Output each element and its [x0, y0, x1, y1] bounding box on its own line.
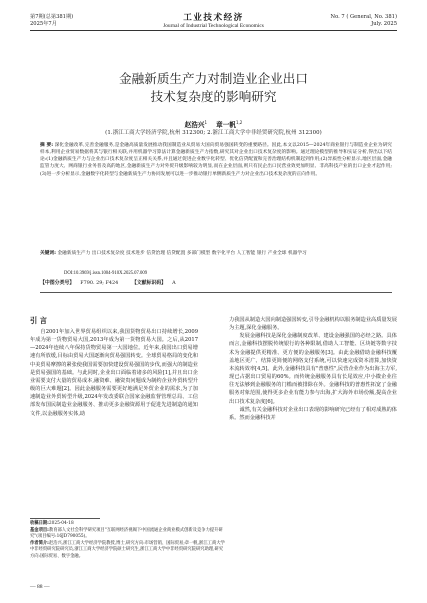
title-line-2: 技术复杂度的影响研究	[150, 89, 277, 104]
keywords	[40, 250, 392, 257]
clc-label: 【中图分类号】	[40, 280, 75, 286]
paragraph: 发展金融科技是深化金融制度改革、建设金融强国的必经之路。具体而言,金融科技摆脱传统银行的各种限制,借助人工智能、区块链等数字技术为金融提供更精准、更方便的金融服务[3]。由此金融借助金融科技覆盖地区更广、结算更简便的网络支付系统,可以快速完成资本清算,加快资本流转效率[4,5]。此外,金融科技具有"普惠性",民营企业作为出海主力军,现已占据出口贸易的60%。而传统金融服务具有长尾效应,中小微企业往往无法够到金融服务的门槛而被排除在外。金融科技的普惠性拓宽了金融服务对象范围,使得更多企业有能力参与出海,扩大海外市场份额,提高企业出口技术复杂度[6]。	[229, 333, 397, 405]
author-2-sup: 1,2	[235, 120, 243, 125]
section-heading: 引 言	[30, 316, 47, 325]
date-en: July. 2025	[371, 21, 397, 27]
title-line-1: 金融新质生产力对制造业企业出口	[119, 71, 308, 86]
doi: DOI:10.3969/j.issn.1004-910X.2025.07.009	[64, 271, 148, 276]
paragraph: 诚然,有关金融科技对企业出口表现的影响研究已经有了相对成熟的体系。然而金融科技并	[229, 406, 397, 421]
header-right	[331, 14, 397, 28]
journal-name-en: Journal of Industrial Technological Economics	[163, 23, 264, 29]
fund-text: 教育部人文社会科学研究项目"互联网经济视阈下中国流通企业商业模式创新及竞争力提升研究"(项目编号:16JD790055)。	[30, 527, 223, 540]
header-rule	[30, 30, 397, 31]
footnote-author	[30, 541, 226, 561]
affiliations: (1.浙江工商大学经济学院,杭州 312300; 2.浙江工商大学中非经贸研究院,杭州 312300)	[105, 130, 322, 136]
keywords-label: 关键词:	[40, 251, 56, 256]
doc-code-group	[132, 280, 182, 286]
author-2: 章一帆	[216, 121, 236, 129]
body-column-left	[30, 316, 198, 418]
doc-code-value: A	[172, 280, 176, 286]
footnote-rule	[30, 518, 100, 519]
author-bio-text: 赵浩兴,浙江工商大学经济学院教授,博士,研究方向:市场营销、国际贸易;章一帆,浙江工商大学中非经贸研究院研究员,浙江工商大学经济学院硕士研究生,浙江工商大学中非经贸研究院研究助理,研究方向:国际贸易、数字金融。	[30, 540, 225, 559]
abstract	[40, 142, 392, 178]
abstract-label: 摘 要:	[40, 143, 54, 148]
doc-code-label: 【文献标识码】	[131, 280, 167, 286]
author-1: 赵浩兴	[184, 121, 205, 129]
paragraph: 自2001年加入世界贸易组织以来,我国货物贸易出口持续增长,2009年成为第一货物贸易大国,2013年成为第一货物贸易大国。之后,从2017—2024年连续八年保持货物贸易第一大国地位。近年来,我国出口贸易增速有所放缓,目标由贸易大国逐渐向贸易强国转变。全球贸易格局的变化和中美贸易摩擦的紧张使我国需要加快建设贸易强国的步伐,而强大的制造业是贸易强国的基础。与此同时,企业出口面临着诸多的风险[1],并且出口企业需要支付大量的贸易成本,融资难、融资贵问题成为制约企业外贸转型升级的巨大难题[2]。因此金融服务需要更好地满足外贸企业的需求,为了加速制造业外贸转型升级,2024年发改委联合国家金融监督管理总局、工信部发布国民制造业金融服务、推动更多金融资源用于促进先进制造的通知文件,以金融服务实体,助	[30, 329, 198, 417]
page-number: — 88 —	[30, 584, 50, 590]
footnote	[30, 521, 226, 561]
article-title	[0, 70, 427, 106]
date-cn: 2025年7月	[30, 21, 57, 27]
fund-label: 基金项目:	[30, 527, 49, 533]
clc-value: F790. 29; F424	[80, 280, 119, 286]
abstract-text: 深化金融改革,完善金融服务,是金融高质量发展推动我国制造业从贸易大国向贸易强国转变的重要路径。因此,本文以2015—2024年商业银行与制造业企业为研究样本,利用企业贸易数据将其与银行相关联,并用机器学习算法计算金融新质生产力指数,研究其对企业出口技术复杂度的影响。通过理论模型的推导和实证分析,得出以下结论:(1)金融新质生产力与企业出口技术复杂度呈正相关关系,并且通过促进企业数字化转型、优化信贷配置和完善治理结构机制起到作用;(2)异质性分析显示,地区层面,金融监管力度大、网商银行业务普及高的地区,金融新质生产力对外贸升级影响较为明显,而在企业层面,则只有民企出口民营业效更加明显、非高科技产业的出口企业才起作用;(3)进一步分析显示,金融数字化转型与金融新质生产力协同发展可以进一步推动银行单侧新质生产力对企业出口技术复杂度的正向作用。	[40, 143, 392, 177]
clc-group	[40, 280, 124, 286]
author-1-sup: 1	[204, 120, 207, 125]
issue-en: No. 7 ( General, No. 381)	[330, 14, 397, 20]
classification-line	[40, 280, 188, 287]
journal-header	[30, 14, 397, 40]
keywords-text: 金融新质生产力 出口技术复杂度 技术进步 信贷治理 信贷配置 多部门模型 数字化平台 人工智能 银行 产业全球 机器学习	[57, 251, 307, 256]
journal-name-cn: 工业技术经济	[183, 13, 244, 23]
author-bio-label: 作者简介:	[30, 540, 49, 546]
footnote-fund	[30, 528, 226, 541]
received-label: 收稿日期:	[30, 521, 49, 526]
received-date: 2025-04-18	[48, 521, 74, 526]
abstract-rule	[40, 292, 392, 293]
body-column-right	[229, 316, 397, 422]
paragraph: 力我国从制造大国向制造强国转变,引导金融机构以服务制造业高质量发展为主题,深化金融服务。	[229, 317, 397, 332]
issue-cn: 第7期(总第381期)	[30, 14, 74, 20]
footnote-received	[30, 521, 226, 528]
